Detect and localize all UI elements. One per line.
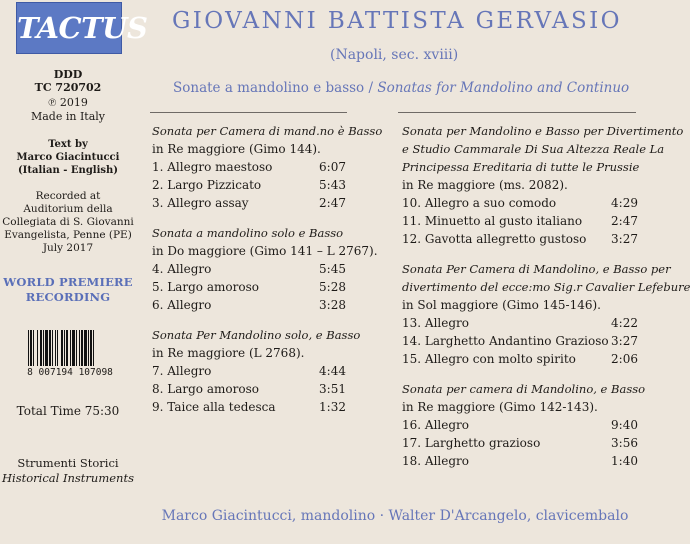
total-time: Total Time 75:30 xyxy=(16,404,120,418)
track-time: 3:28 xyxy=(319,298,346,312)
track-title: 2. Largo Pizzicato xyxy=(152,178,262,192)
track-time: 3:27 xyxy=(611,232,638,246)
track-row xyxy=(402,194,638,212)
rule-left xyxy=(150,112,347,113)
sonata-section xyxy=(402,380,646,470)
track-row xyxy=(152,380,346,398)
track-time: 1:32 xyxy=(319,400,346,414)
catalog-number: TC 720702 xyxy=(34,81,102,94)
track-title: 16. Allegro xyxy=(402,418,469,432)
composer-subtitle: (Napoli, sec. xviii) xyxy=(330,47,459,63)
performers-credit: Marco Giacintucci, mandolino · Walter D'Arcangelo, clavicembalo xyxy=(161,508,629,524)
track-time: 4:29 xyxy=(611,196,638,210)
sonata-section xyxy=(402,260,690,368)
premiere-line-1: WORLD PREMIERE xyxy=(3,275,133,289)
sonata-heading: Sonata per Mandolino e Basso per Divertimento xyxy=(402,124,684,138)
work-title-it: Sonate a mandolino e basso / xyxy=(173,80,378,96)
track-time: 4:22 xyxy=(611,316,638,330)
recorded-line: Auditorium della xyxy=(23,203,113,215)
track-time: 5:43 xyxy=(319,178,346,192)
track-title: 8. Largo amoroso xyxy=(152,382,259,396)
copyright-year: ℗ 2019 xyxy=(48,96,88,109)
sonata-key: in Re maggiore (Gimo 142-143). xyxy=(402,400,598,414)
track-row xyxy=(152,176,346,194)
barcode xyxy=(27,330,117,370)
track-time: 3:56 xyxy=(611,436,638,450)
label-sidebar xyxy=(0,0,148,544)
track-row xyxy=(152,398,346,416)
recorded-line: Collegiata di S. Giovanni xyxy=(2,216,134,228)
track-time: 5:28 xyxy=(319,280,346,294)
track-title: 4. Allegro xyxy=(152,262,212,276)
work-title xyxy=(173,80,629,96)
track-row xyxy=(402,452,638,470)
track-row xyxy=(402,332,638,350)
sonata-key: in Do maggiore (Gimo 141 – L 2767). xyxy=(152,244,378,258)
track-title: 17. Larghetto grazioso xyxy=(402,436,541,450)
track-row xyxy=(402,212,638,230)
tracklist-left xyxy=(152,122,383,428)
track-title: 9. Taice alla tedesca xyxy=(152,400,276,414)
origin: Made in Italy xyxy=(30,110,106,123)
track-title: 18. Allegro xyxy=(402,454,469,468)
recorded-line: July 2017 xyxy=(42,242,94,254)
sonata-section xyxy=(152,122,383,212)
tactus-logo xyxy=(16,2,148,54)
track-time: 4:44 xyxy=(319,364,346,378)
sonata-heading: Sonata per camera di Mandolino, e Basso xyxy=(402,382,646,396)
sonata-heading: Sonata per Camera di mand.no è Basso xyxy=(152,124,383,138)
text-by-name: Marco Giacintucci xyxy=(16,152,120,163)
recorded-line: Evangelista, Penne (PE) xyxy=(4,229,132,241)
sonata-key: in Re maggiore (Gimo 144). xyxy=(152,142,321,156)
track-time: 9:40 xyxy=(611,418,638,432)
sonata-section xyxy=(402,122,684,248)
track-row xyxy=(152,260,346,278)
track-title: 12. Gavotta allegretto gustoso xyxy=(402,232,587,246)
premiere-line-2: RECORDING xyxy=(25,290,111,304)
track-title: 1. Allegro maestoso xyxy=(152,160,273,174)
sonata-heading: e Studio Cammarale Di Sua Altezza Reale La xyxy=(402,142,665,156)
sonata-heading: Sonata Per Mandolino solo, e Basso xyxy=(152,328,361,342)
barcode-number: 8 007194 107098 xyxy=(27,367,113,378)
sonata-key: in Re maggiore (L 2768). xyxy=(152,346,305,360)
track-row xyxy=(402,230,638,248)
track-row xyxy=(402,416,638,434)
logo-text: TACTUS xyxy=(17,11,148,45)
track-row xyxy=(402,434,638,452)
track-title: 15. Allegro con molto spirito xyxy=(402,352,576,366)
sonata-key: in Sol maggiore (Gimo 145-146). xyxy=(402,298,601,312)
track-row xyxy=(152,158,346,176)
rule-right xyxy=(398,112,636,113)
track-time: 5:45 xyxy=(319,262,346,276)
track-time: 6:07 xyxy=(319,160,346,174)
track-title: 7. Allegro xyxy=(152,364,212,378)
sonata-heading: divertimento del ecce:mo Sig.r Cavalier Lefebure xyxy=(402,280,690,294)
track-row xyxy=(152,278,346,296)
track-title: 11. Minuetto al gusto italiano xyxy=(402,214,583,228)
composer-title: GIOVANNI BATTISTA GERVASIO xyxy=(172,8,622,34)
sonata-section xyxy=(152,326,361,416)
sonata-heading: Sonata a mandolino solo e Basso xyxy=(152,226,344,240)
format: DDD xyxy=(53,68,83,81)
track-row xyxy=(402,314,638,332)
sonata-key: in Re maggiore (ms. 2082). xyxy=(402,178,568,192)
track-title: 14. Larghetto Andantino Grazioso xyxy=(402,334,609,348)
track-title: 6. Allegro xyxy=(152,298,212,312)
track-row xyxy=(152,194,346,212)
track-time: 3:51 xyxy=(319,382,346,396)
track-time: 1:40 xyxy=(611,454,638,468)
track-time: 2:47 xyxy=(611,214,638,228)
track-title: 3. Allegro assay xyxy=(152,196,249,210)
track-time: 3:27 xyxy=(611,334,638,348)
text-by-label: Text by xyxy=(48,139,88,150)
track-title: 5. Largo amoroso xyxy=(152,280,259,294)
track-row xyxy=(152,362,346,380)
track-title: 10. Allegro a suo comodo xyxy=(402,196,557,210)
track-time: 2:06 xyxy=(611,352,638,366)
sonata-heading: Principessa Ereditaria di tutte le Prussie xyxy=(402,160,640,174)
track-row xyxy=(152,296,346,314)
text-languages: (Italian - English) xyxy=(17,165,119,176)
sonata-section xyxy=(152,224,378,314)
sonata-heading: Sonata Per Camera di Mandolino, e Basso per xyxy=(402,262,671,276)
track-title: 13. Allegro xyxy=(402,316,469,330)
instruments: Strumenti Storici xyxy=(17,456,119,470)
track-row xyxy=(402,350,638,368)
track-time: 2:47 xyxy=(319,196,346,210)
work-title-en: Sonatas for Mandolino and Continuo xyxy=(377,80,630,96)
tracklist-right xyxy=(402,122,690,482)
recorded-line: Recorded at xyxy=(35,190,101,202)
instruments-en: Historical Instruments xyxy=(2,471,134,485)
